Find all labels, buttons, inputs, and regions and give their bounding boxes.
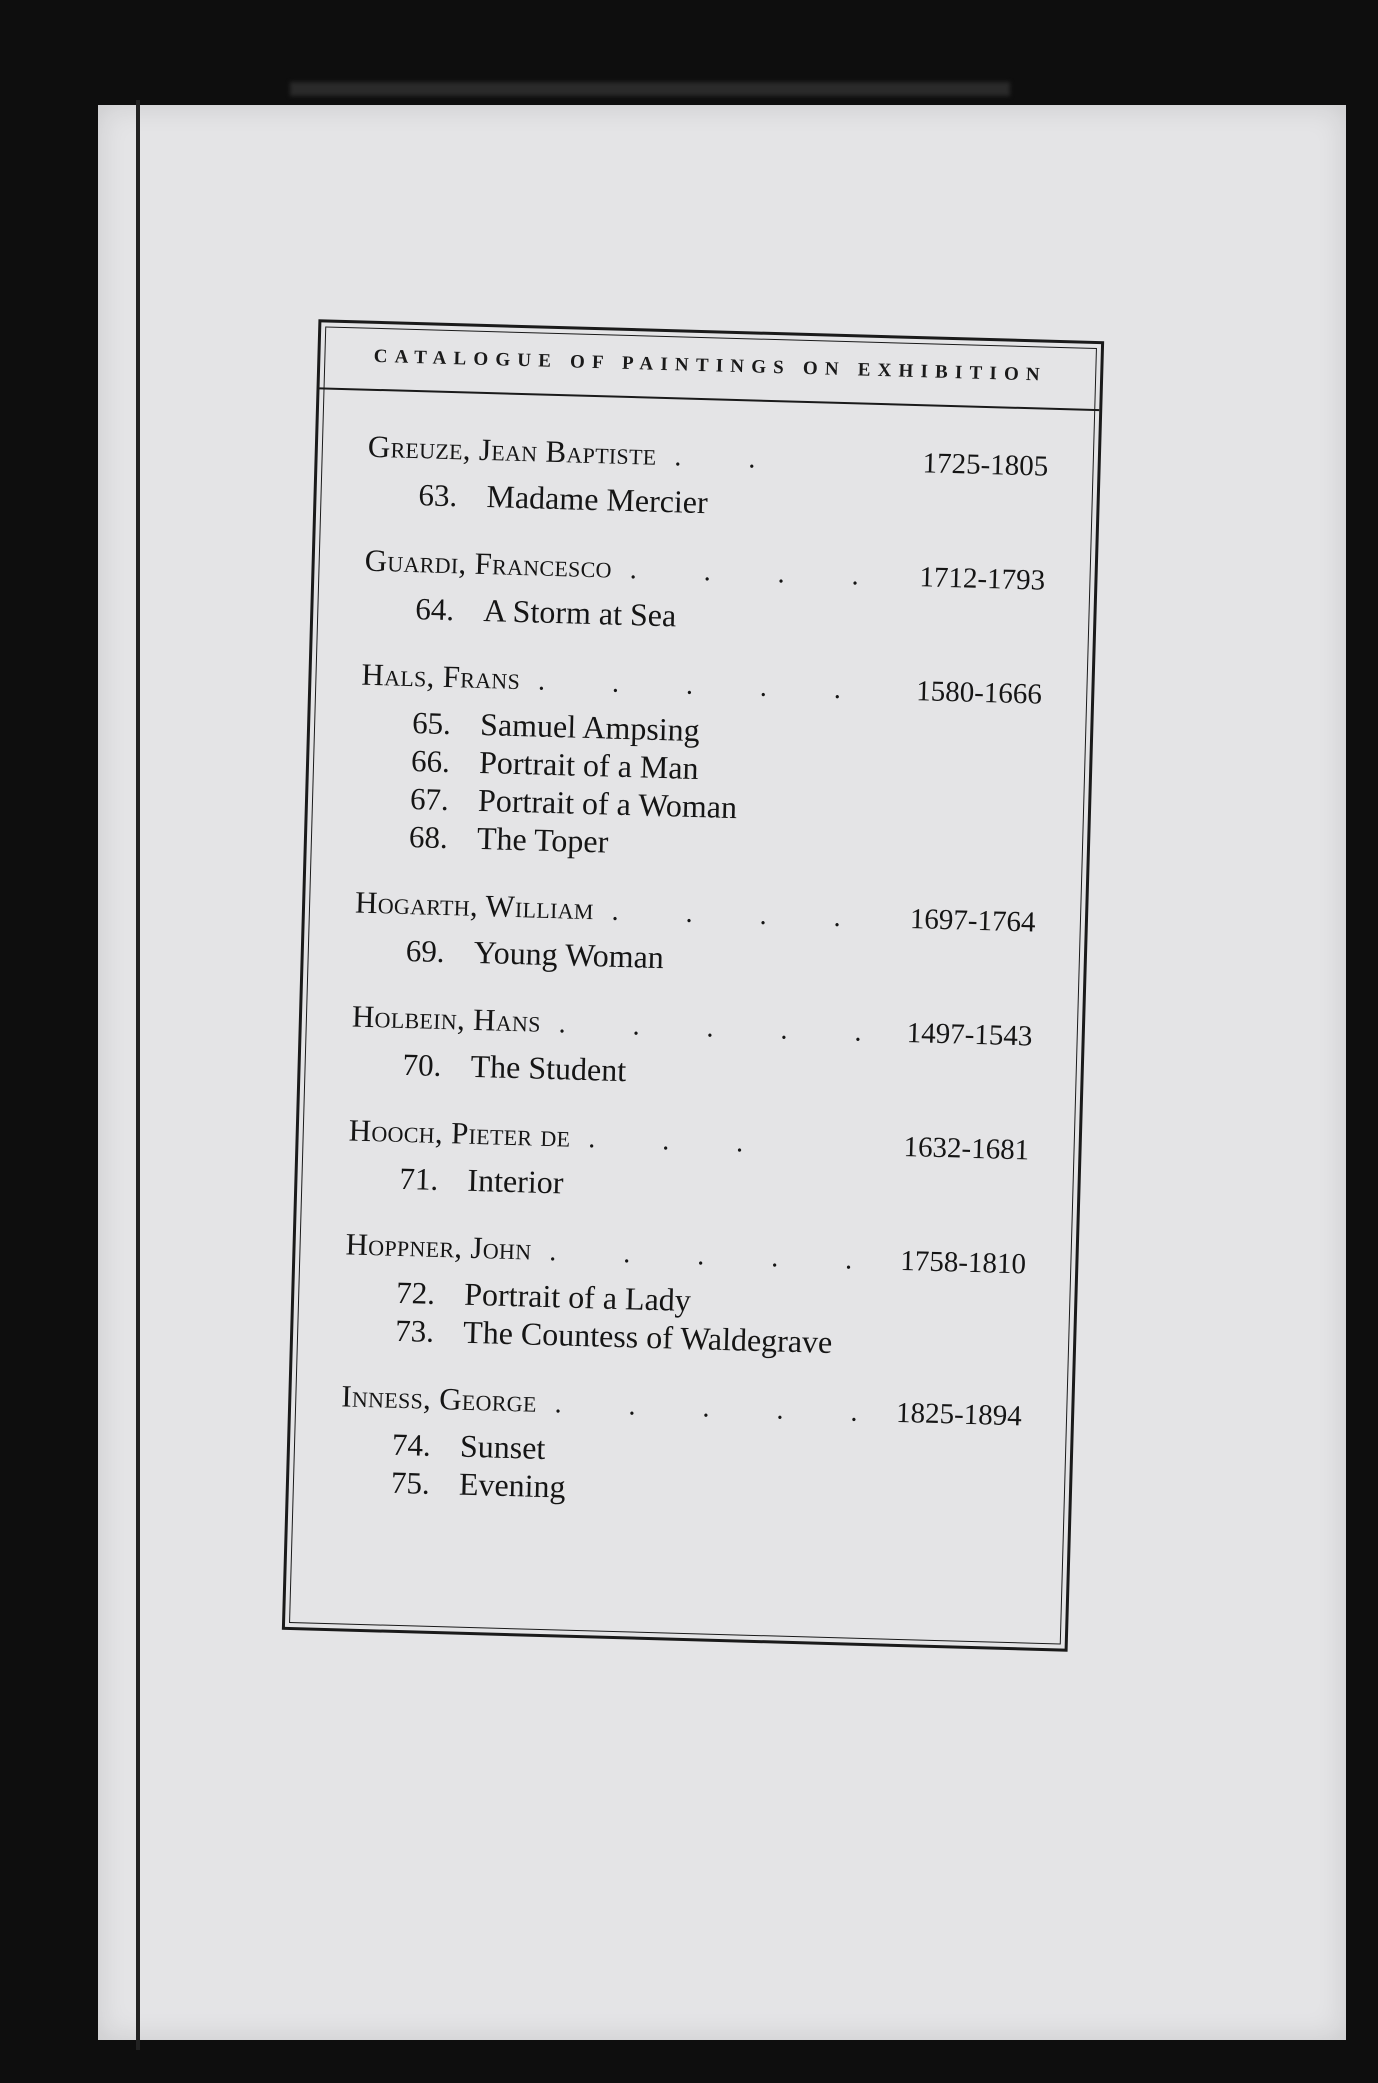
painting-title: A Storm at Sea [482, 592, 677, 634]
artist-list [338, 429, 1059, 1550]
leader-dots: . . . . . [554, 1388, 888, 1429]
artist-entry [343, 1226, 1036, 1367]
painting-title: Portrait of a Man [478, 743, 700, 787]
painting-title: The Countess of Waldegrave [462, 1313, 833, 1361]
artist-name: Guardi, Francesco [364, 542, 613, 585]
painting-number: 63. [418, 477, 458, 514]
painting-number: 66. [410, 743, 451, 780]
painting-number: 67. [409, 781, 450, 818]
scan-shadow [290, 82, 1010, 96]
painting-number: 68. [408, 819, 449, 856]
artist-name: Hogarth, William [354, 884, 595, 927]
painting-number: 75. [390, 1464, 431, 1501]
catalogue-frame [282, 319, 1104, 1651]
artist-name: Hals, Frans [361, 656, 521, 697]
catalogue-title: CATALOGUE OF PAINTINGS ON EXHIBITION [373, 345, 1048, 386]
artist-entry [366, 429, 1058, 532]
artist-dates: 1758-1810 [899, 1244, 1027, 1281]
painting-title: The Toper [476, 819, 609, 860]
leader-dots: . . . . [629, 554, 890, 593]
painting-title: Evening [458, 1465, 567, 1505]
artist-name: Holbein, Hans [351, 998, 542, 1039]
artist-dates: 1825-1894 [895, 1396, 1023, 1433]
painting-number: 65. [411, 705, 452, 742]
leader-dots: . . [674, 441, 786, 476]
painting-number: 71. [399, 1160, 439, 1197]
artist-entry [350, 998, 1042, 1101]
painting-number: 69. [405, 932, 446, 970]
painting-title: Portrait of a Woman [477, 781, 738, 826]
artist-name: Hoppner, John [345, 1226, 532, 1267]
painting-title: Samuel Ampsing [479, 705, 701, 749]
artist-name: Inness, George [340, 1378, 538, 1419]
painting-title: The Student [470, 1047, 627, 1089]
leader-dots: . . . [587, 1123, 774, 1160]
painting-number: 74. [391, 1426, 432, 1463]
painting-title: Young Woman [473, 933, 665, 976]
artist-entry [353, 885, 1045, 988]
leader-dots: . . . . . [537, 665, 872, 706]
painting-number: 70. [402, 1046, 442, 1083]
painting-number: 73. [394, 1312, 435, 1349]
artist-entry [338, 1378, 1031, 1519]
painting-title: Madame Mercier [486, 478, 709, 521]
painting-title: Interior [466, 1161, 564, 1201]
painting-number: 64. [414, 591, 455, 628]
book-spine [136, 100, 140, 2050]
painting-title: Sunset [459, 1427, 546, 1467]
artist-dates: 1632-1681 [903, 1130, 1030, 1167]
painting-number: 72. [395, 1274, 436, 1311]
painting-title: Portrait of a Lady [463, 1275, 692, 1319]
leader-dots: . . . . . [548, 1236, 883, 1277]
leader-dots: . . . . [611, 895, 872, 934]
leader-dots: . . . . . [558, 1008, 893, 1049]
artist-name: Hooch, Pieter de [348, 1112, 571, 1154]
artist-dates: 1712-1793 [919, 561, 1046, 597]
artist-name: Greuze, Jean Baptiste [367, 428, 658, 472]
artist-entry [347, 1112, 1039, 1215]
artist-entry [357, 657, 1052, 874]
artist-dates: 1697-1764 [909, 903, 1037, 939]
artist-dates: 1497-1543 [906, 1016, 1033, 1053]
artist-dates: 1725-1805 [922, 447, 1049, 483]
artist-entry [363, 543, 1055, 646]
artist-dates: 1580-1666 [915, 675, 1043, 711]
